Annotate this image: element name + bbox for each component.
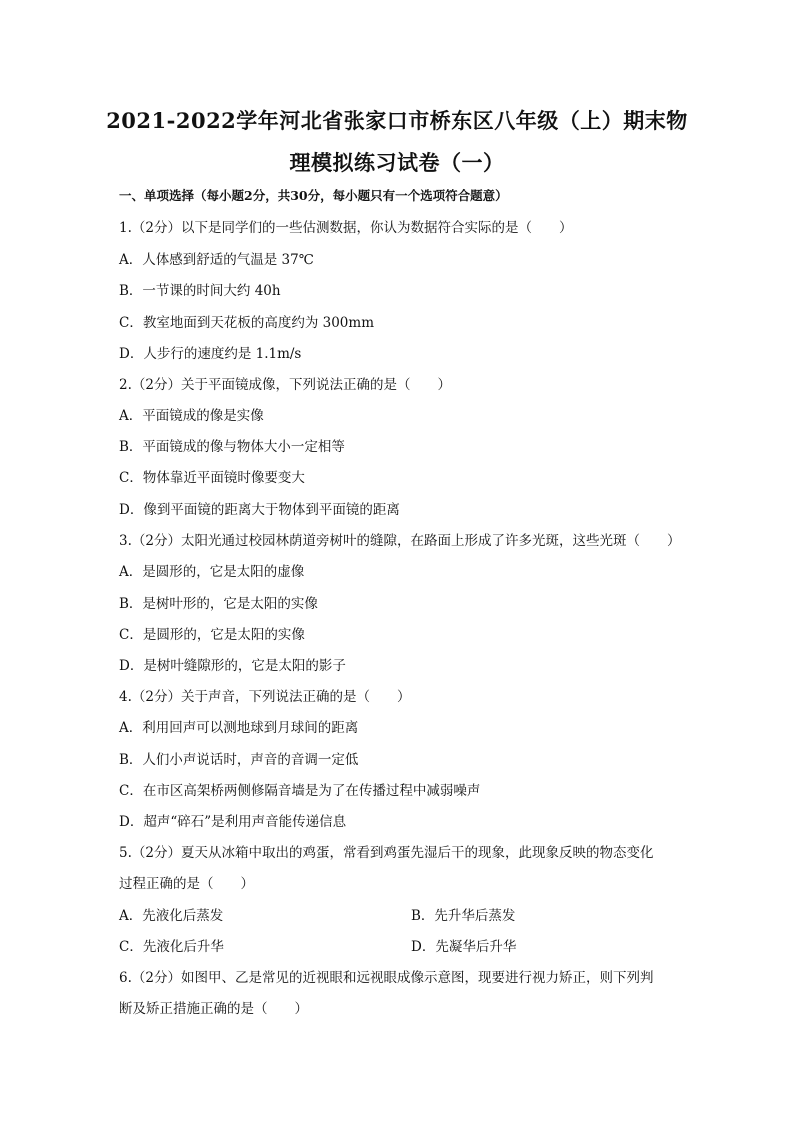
exam-title-line-2: 理模拟练习试卷（一） — [289, 150, 505, 175]
question-3-option-a: A．是圆形的，它是太阳的虚像 — [119, 564, 305, 580]
question-4-option-b: B．人们小声说话时，声音的音调一定低 — [119, 752, 359, 768]
question-6-stem-line-1: 6.（2分）如图甲、乙是常见的近视眼和远视眼成像示意图，现要进行视力矫正，则下列判 — [119, 970, 654, 986]
question-1-option-d: D．人步行的速度约是 1.1m/s — [119, 346, 302, 362]
question-4-option-d: D．超声“碎石”是利用声音能传递信息 — [119, 814, 347, 830]
question-2-option-a: A．平面镜成的像是实像 — [119, 408, 264, 424]
question-3-stem: 3.（2分）太阳光通过校园林荫道旁树叶的缝隙，在路面上形成了许多光斑，这些光斑（ ） — [119, 533, 681, 549]
question-3-option-b: B．是树叶形的，它是太阳的实像 — [119, 596, 318, 612]
section-heading: 一、单项选择（每小题2分，共30分，每小题只有一个选项符合题意） — [119, 188, 508, 203]
question-1-option-a: A．人体感到舒适的气温是 37℃ — [119, 252, 314, 268]
question-2-option-b: B．平面镜成的像与物体大小一定相等 — [119, 439, 345, 455]
question-5-option-d: D．先凝华后升华 — [411, 939, 517, 955]
question-4-option-c: C．在市区高架桥两侧修隔音墙是为了在传播过程中减弱噪声 — [119, 783, 481, 799]
question-3-option-d: D．是树叶缝隙形的，它是太阳的影子 — [119, 658, 346, 674]
question-4-option-a: A．利用回声可以测地球到月球间的距离 — [119, 720, 359, 736]
question-5-option-a: A．先液化后蒸发 — [119, 908, 224, 924]
question-4-stem: 4.（2分）关于声音，下列说法正确的是（ ） — [119, 689, 411, 705]
question-1-option-c: C．教室地面到天花板的高度约为 300mm — [119, 315, 374, 331]
question-5-option-c: C．先液化后升华 — [119, 939, 224, 955]
question-6-stem-line-2: 断及矫正措施正确的是（ ） — [119, 1001, 308, 1017]
exam-title-line-1: 2021-2022学年河北省张家口市桥东区八年级（上）期末物 — [106, 108, 688, 133]
question-2-stem: 2.（2分）关于平面镜成像，下列说法正确的是（ ） — [119, 377, 451, 393]
question-3-option-c: C．是圆形的，它是太阳的实像 — [119, 627, 305, 643]
question-5-stem-line-2: 过程正确的是（ ） — [119, 876, 254, 892]
question-5-stem-line-1: 5.（2分）夏天从冰箱中取出的鸡蛋，常看到鸡蛋先湿后干的现象，此现象反映的物态变化 — [119, 845, 654, 861]
question-5-option-b: B．先升华后蒸发 — [411, 908, 516, 924]
question-2-option-d: D．像到平面镜的距离大于物体到平面镜的距离 — [119, 502, 400, 518]
question-2-option-c: C．物体靠近平面镜时像要变大 — [119, 470, 305, 486]
question-1-option-b: B．一节课的时间大约 40h — [119, 283, 281, 299]
question-1-stem: 1.（2分）以下是同学们的一些估测数据，你认为数据符合实际的是（ ） — [119, 220, 573, 236]
